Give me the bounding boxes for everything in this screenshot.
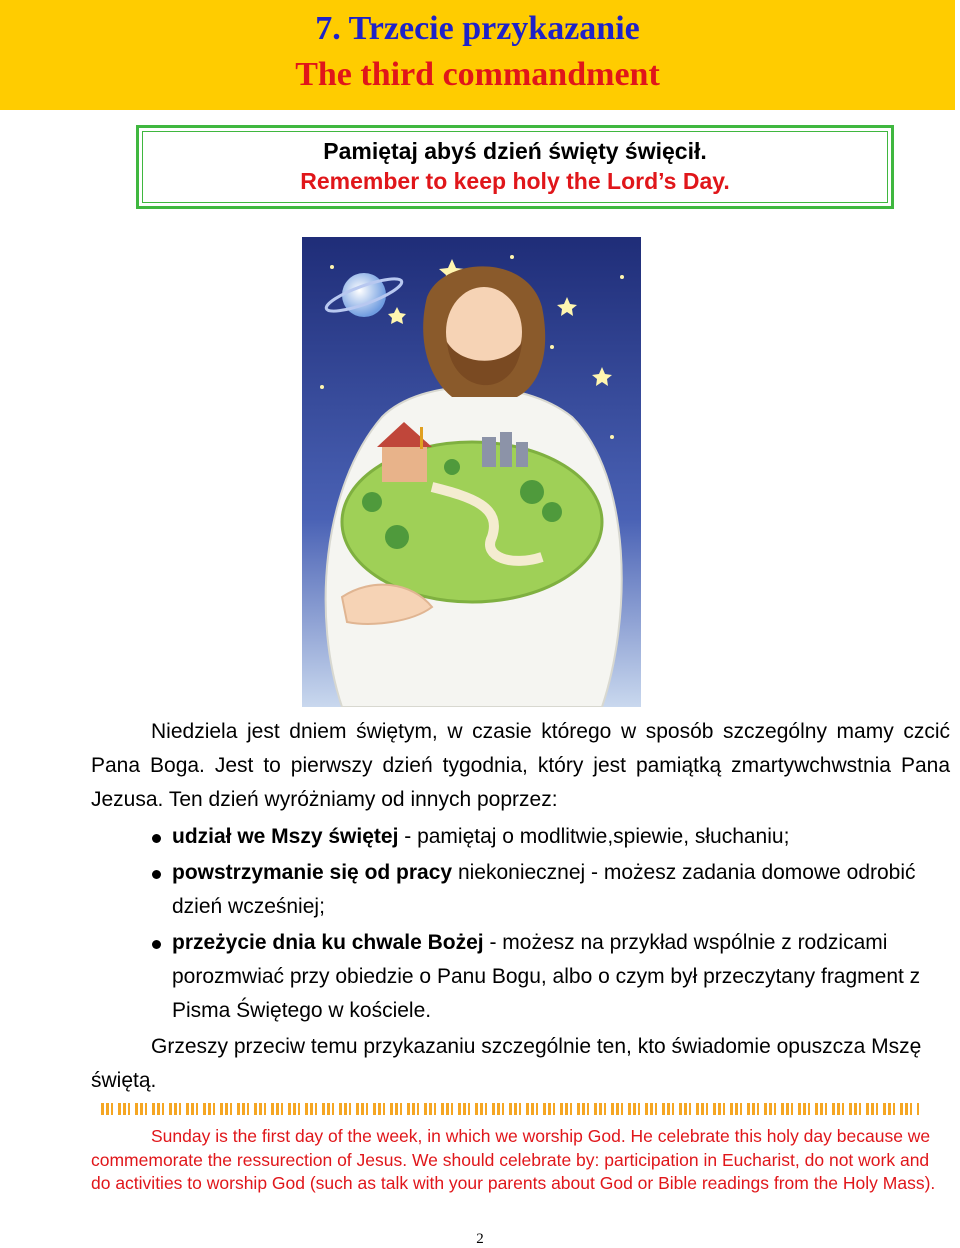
commandment-box [136, 125, 894, 209]
bullet-bold-text: powstrzymanie się od pracy [172, 861, 453, 884]
page-number: 2 [476, 1231, 484, 1247]
jesus-holding-world-illustration [302, 237, 641, 707]
english-summary-paragraph: Sunday is the first day of the week, in which we worship God. He celebrate this holy day because we commemorate the ressurection of Jesus. We should celebrate by: participation in Eucharist, do not work and do activities to worship God (such as talk with your parents about God or Bible readings from the Holy Mass). [91, 1126, 936, 1193]
bullet-text: - możesz na przykład wspólnie z rodzicami porozmwiać przy obiedzie o Panu Bogu, albo o czym był przeczytany fragment z Pisma Świętego w kościele. [172, 931, 921, 1022]
list-item [148, 820, 950, 854]
list-item [148, 926, 950, 1028]
world-hill [342, 442, 602, 602]
decorative-divider [101, 1103, 919, 1115]
chapter-title-polish: 7. Trzecie przykazanie [315, 10, 640, 47]
commandment-text-english: Remember to keep holy the Lord’s Day. [300, 168, 730, 194]
polish-outro-paragraph: Grzeszy przeciw temu przykazaniu szczególnie ten, kto świadomie opuszcza Mszę świętą. [91, 1035, 922, 1092]
bullet-icon [152, 870, 161, 879]
bullet-icon [152, 940, 161, 949]
polish-bullet-list [148, 820, 950, 1028]
commandment-text-polish: Pamiętaj abyś dzień święty święcił. [323, 138, 707, 164]
polish-intro-paragraph: Niedziela jest dniem świętym, w czasie którego w sposób szczególny mamy czcić Pana Boga. Jest to pierwszy dzień tygodnia, który jest pamiątką zmartywchwstnia Pana Jezusa. Ten dzień wyróżniamy od innych poprzez: [91, 720, 950, 811]
list-item [148, 856, 950, 924]
bullet-icon [152, 834, 161, 843]
bullet-text: niekoniecznej - możesz zadania domowe odrobić dzień wcześniej; [172, 861, 916, 918]
chapter-title-english: The third commandment [295, 56, 660, 93]
bullet-bold-text: udział we Mszy świętej [172, 825, 399, 848]
bullet-bold-text: przeżycie dnia ku chwale Bożej [172, 931, 484, 954]
bullet-text: - pamiętaj o modlitwie,spiewie, słuchaniu; [398, 825, 790, 848]
title-band [0, 0, 955, 110]
